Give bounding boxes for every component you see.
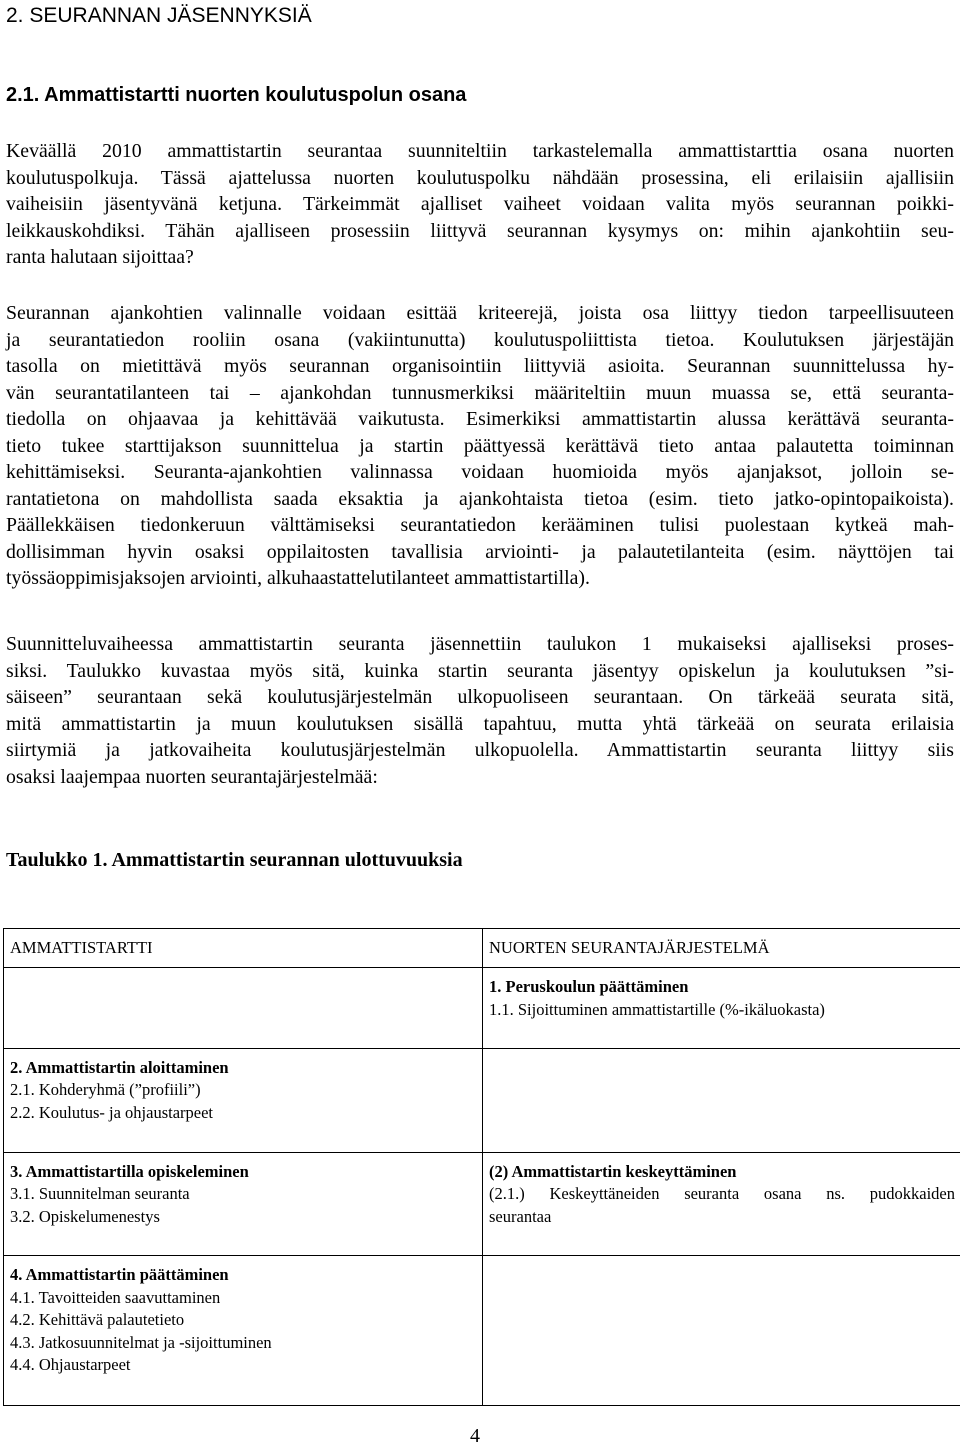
stage-heading: 2. Ammattistartin aloittaminen	[10, 1057, 229, 1077]
table-header-cell	[4, 929, 483, 968]
stage-item: 3.1. Suunnitelman seuranta	[10, 1184, 190, 1204]
table-caption: Taulukko 1. Ammattistartin seurannan ulottuvuuksia	[6, 849, 463, 871]
stage-heading: 4. Ammattistartin päättäminen	[10, 1265, 229, 1285]
stage-heading: 1. Peruskoulun päättäminen	[489, 977, 689, 997]
table-cell	[4, 1152, 483, 1256]
text-line: ja seurantatiedon rooliin osana (vakiintunutta) koulutuspoliittista tietoa. Koulutuksen järjestäjän	[6, 328, 954, 351]
text-line: kehittämiseksi. Seuranta-ajankohtien valinnassa voidaan huomioida myös ajanjaksot, jolloin se-	[6, 461, 954, 483]
table-cell	[4, 1048, 483, 1152]
stage-item: 3.2. Opiskelumenestys	[10, 1206, 160, 1226]
stage-item: seurantaa	[489, 1206, 552, 1226]
text-line: siksi. Taulukko kuvastaa myös sitä, kuinka startin seuranta jäsentyy opiskelun ja koulutuksen ”si-	[6, 659, 954, 682]
text-line: Suunnitteluvaiheessa ammattistartin seuranta jäsennettiin taulukon 1 mukaiseksi ajalliseksi proses-	[6, 633, 954, 655]
text-line: Päällekkäisen tiedonkeruun välttämiseksi seurantatiedon kerääminen tulisi puolestaan kytkeä mah-	[6, 514, 954, 536]
text-line: vaiheisiin jäsentyvänä ketjuna. Tärkeimmät ajalliset vaiheet voidaan valita myös seurannan poikki-	[6, 193, 954, 215]
text-line: Seurannan ajankohtien valinnalle voidaan esittää kriteerejä, joista osa liittyy tiedon tarpeellisuuteen	[6, 302, 954, 324]
text-line: työssäoppimisjaksojen arviointi, alkuhaastattelutilanteet ammattistartilla).	[6, 567, 590, 589]
stage-heading: (2) Ammattistartin keskeyttäminen	[489, 1161, 737, 1181]
table-cell-empty	[4, 968, 483, 1049]
stage-item: (2.1.) Keskeyttäneiden seuranta osana ns. pudokkaiden	[489, 1184, 955, 1204]
text-line: tiedolla on ohjaavaa ja kehittävää vaikutusta. Esimerkiksi ammattistartin alussa kerättävä seuranta-	[6, 408, 954, 430]
table-cell	[4, 1256, 483, 1406]
text-line: dollisimman hyvin osaksi oppilaitosten tavallisia arviointi- ja palautetilanteita (esim. näyttöjen tai	[6, 540, 954, 563]
text-line: vän seurantatilanteen tai – ajankohdan tunnusmerkiksi määriteltiin muun muassa se, että seuranta-	[6, 381, 954, 404]
text-line: siirtymiä ja jatkovaiheita koulutusjärjestelmän ulkopuolella. Ammattistartin seuranta liittyy siis	[6, 739, 954, 761]
stage-item: 2.2. Koulutus- ja ohjaustarpeet	[10, 1102, 213, 1122]
stage-item: 1.1. Sijoittuminen ammattistartille (%-ikäluokasta)	[489, 999, 825, 1019]
subsection-heading: 2.1. Ammattistartti nuorten koulutuspolun osana	[6, 84, 467, 106]
table-cell	[483, 1152, 960, 1256]
table-cell-empty	[483, 1256, 960, 1406]
page-number: 4	[470, 1425, 480, 1447]
stage-item: 4.2. Kehittävä palautetieto	[10, 1310, 185, 1330]
text-line: leikkauskohdiksi. Tähän ajalliseen prosessiin liittyvä seurannan kysymys on: mihin ajankohtiin seu-	[6, 219, 954, 242]
stage-item: 4.1. Tavoitteiden saavuttaminen	[10, 1287, 221, 1307]
column-header-right: NUORTEN SEURANTAJÄRJESTELMÄ	[489, 938, 770, 957]
paragraph-2	[6, 300, 954, 592]
table-row	[4, 929, 960, 968]
text-line: osaksi laajempaa nuorten seurantajärjestelmää:	[6, 765, 378, 788]
table-cell-empty	[483, 1048, 960, 1152]
column-header-left: AMMATTISTARTTI	[10, 938, 153, 957]
section-heading: 2. SEURANNAN JÄSENNYKSIÄ	[6, 4, 312, 27]
table-header-cell	[483, 929, 960, 968]
table-row	[4, 1256, 960, 1406]
paragraph-1	[6, 138, 954, 271]
table-row	[4, 1152, 960, 1256]
stage-item: 4.4. Ohjaustarpeet	[10, 1355, 131, 1375]
table-cell	[483, 968, 960, 1049]
stage-item: 4.3. Jatkosuunnitelmat ja -sijoittuminen	[10, 1332, 272, 1352]
stage-heading: 3. Ammattistartilla opiskeleminen	[10, 1161, 249, 1181]
text-line: Keväällä 2010 ammattistartin seurantaa suunniteltiin tarkastelemalla ammattistarttia osana nuorten	[6, 140, 954, 162]
text-line: rantatietona on mahdollista saada eksaktia ja ajankohtaista tietoa (esim. tieto jatko-opintopaikoista).	[6, 487, 954, 510]
text-line: mitä ammattistartin ja muun koulutuksen sisällä tapahtuu, mutta yhtä tärkeää on seurata erilaisia	[6, 712, 954, 735]
text-line: tieto tukee starttijakson suunnittelua ja startin päättyessä kerättävä tieto antaa palautetta toiminnan	[6, 434, 954, 457]
stage-item: 2.1. Kohderyhmä (”profiili”)	[10, 1080, 201, 1100]
table-row	[4, 968, 960, 1049]
text-line: koulutuspolkuja. Tässä ajattelussa nuorten koulutuspolku nähdään prosessina, eli erilaisiin ajallisiin	[6, 166, 954, 189]
text-line: tasolla on mietittävä myös seurannan organisointiin liittyviä asioita. Seurannan suunnittelussa hy-	[6, 355, 954, 377]
paragraph-3	[6, 631, 954, 790]
text-line: ranta halutaan sijoittaa?	[6, 246, 194, 268]
follow-up-dimensions-table	[3, 928, 960, 1406]
table-row	[4, 1048, 960, 1152]
text-line: säiseen” seurantaan sekä koulutusjärjestelmän ulkopuoliseen seurantaan. On tärkeää seurata sitä,	[6, 686, 954, 708]
